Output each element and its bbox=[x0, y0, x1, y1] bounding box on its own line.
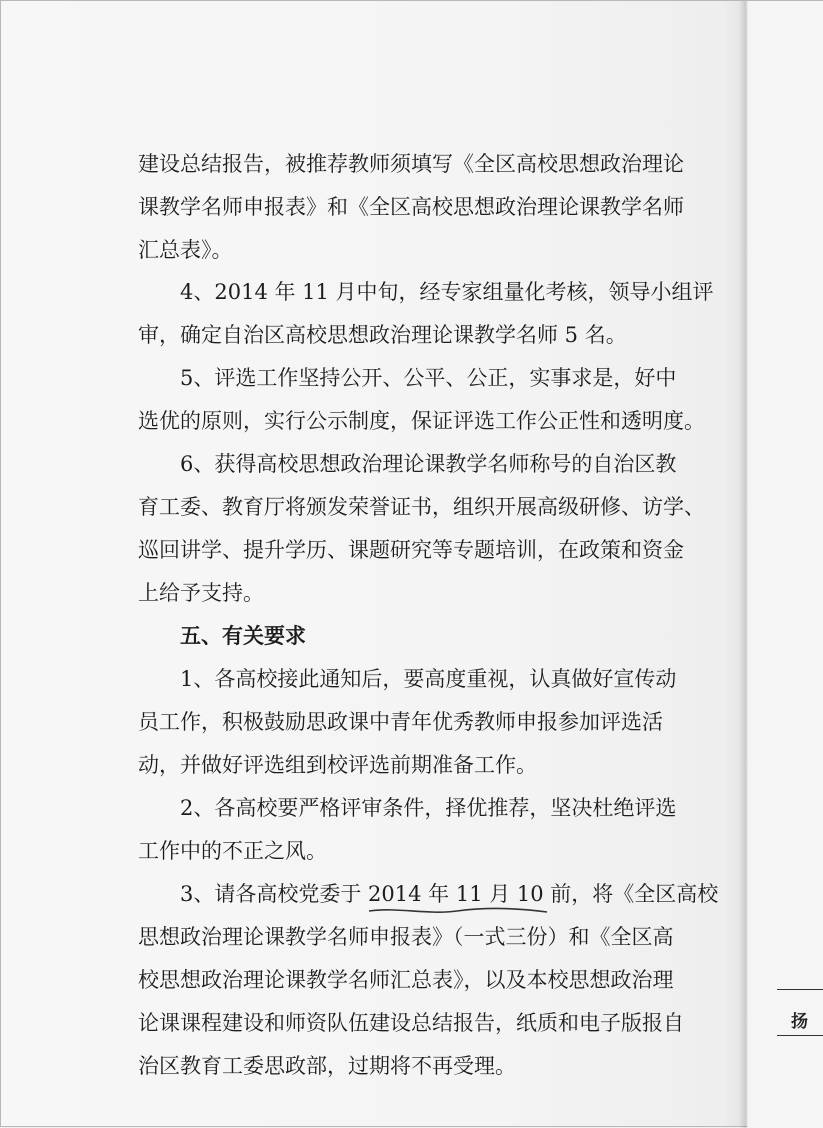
text-line: 4、2014 年 11 月中旬，经专家组量化考核，领导小组评 bbox=[180, 280, 714, 304]
text-line: 审，确定自治区高校思想政治理论课教学名师 5 名。 bbox=[138, 323, 627, 347]
text-line: 巡回讲学、提升学历、课题研究等专题培训，在政策和资金 bbox=[138, 538, 684, 562]
text-line: 建设总结报告，被推荐教师须填写《全区高校思想政治理论 bbox=[138, 152, 684, 176]
strip-rule-bottom bbox=[777, 1035, 823, 1036]
text-line: 选优的原则，实行公示制度，保证评选工作公正性和透明度。 bbox=[138, 409, 705, 433]
text-line: 动，并做好评选组到校评选前期准备工作。 bbox=[138, 753, 537, 777]
handwritten-underline bbox=[367, 905, 549, 917]
text-line: 治区教育工委思政部，过期将不再受理。 bbox=[138, 1054, 516, 1078]
text-line: 汇总表》。 bbox=[138, 238, 233, 262]
text-line: 校思想政治理论课教学名师汇总表》，以及本校思想政治理 bbox=[138, 968, 674, 992]
text-line: 2、各高校要严格评审条件，择优推荐，坚决杜绝评选 bbox=[180, 796, 677, 820]
text-line: 1、各高校接此通知后，要高度重视，认真做好宣传动 bbox=[180, 667, 677, 691]
text-line: 5、评选工作坚持公开、公平、公正，实事求是，好中 bbox=[180, 366, 677, 390]
text-line: 工作中的不正之风。 bbox=[138, 839, 327, 863]
text-line: 3、请各高校党委于 2014 年 11 月 10 前，将《全区高校 bbox=[180, 882, 719, 906]
margin-mark: 扬 bbox=[791, 1012, 810, 1032]
text-line: 思想政治理论课教学名师申报表》（一式三份）和《全区高 bbox=[138, 925, 674, 949]
text-line: 员工作，积极鼓励思政课中青年优秀教师申报参加评选活 bbox=[138, 710, 663, 734]
text-line: 上给予支持。 bbox=[138, 581, 264, 605]
text-line: 课教学名师申报表》和《全区高校思想政治理论课教学名师 bbox=[138, 195, 684, 219]
section-heading: 五、有关要求 bbox=[180, 624, 306, 648]
strip-rule-top bbox=[777, 989, 823, 990]
text-line: 6、获得高校思想政治理论课教学名师称号的自治区教 bbox=[180, 452, 677, 476]
adjacent-page-strip bbox=[747, 1, 823, 1128]
text-line: 论课课程建设和师资队伍建设总结报告，纸质和电子版报自 bbox=[138, 1011, 684, 1035]
text-line: 育工委、教育厅将颁发荣誉证书，组织开展高级研修、访学、 bbox=[138, 495, 705, 519]
page-edge-shadow bbox=[739, 1, 749, 1128]
